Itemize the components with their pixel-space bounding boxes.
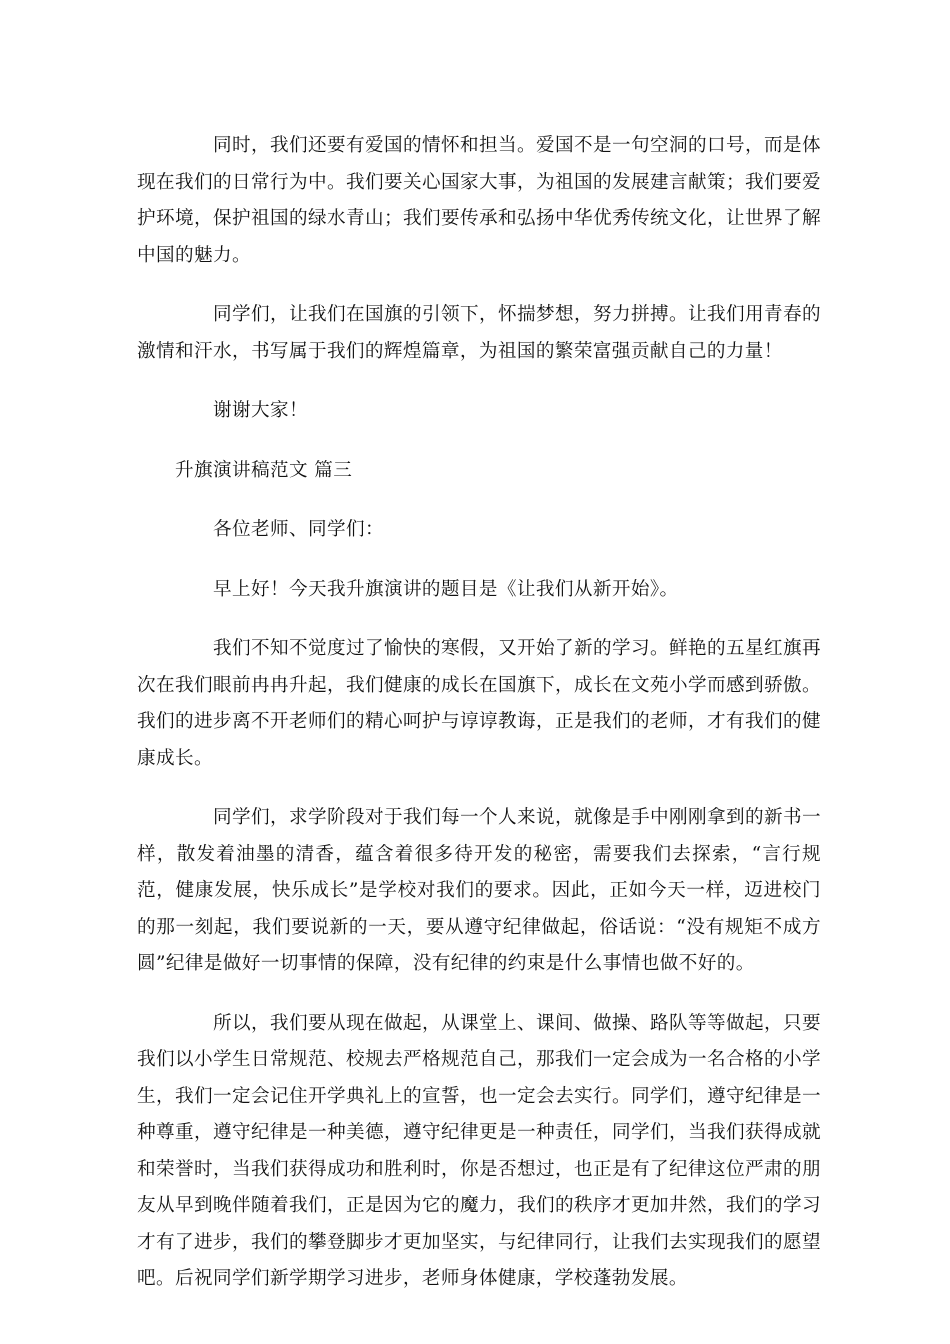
section-heading: 升旗演讲稿范文 篇三 [175,459,353,481]
paragraph: 同时，我们还要有爱国的情怀和担当。爱国不是一句空洞的口号，而是体现在我们的日常行为中。我们要关心国家大事，为祖国的发展建言献策；我们要爱护环境，保护祖国的绿水青山；我们要传承和弘扬中华优秀传统文化，让世界了解中国的魅力。 [137,135,821,266]
paragraph: 早上好！今天我升旗演讲的题目是《让我们从新开始》。 [213,578,679,600]
closing-line: 谢谢大家！ [213,400,308,421]
paragraph: 我们不知不觉度过了愉快的寒假，又开始了新的学习。鲜艳的五星红旗再次在我们眼前冉冉升起，我们健康的成长在国旗下，成长在文苑小学而感到骄傲。我们的进步离不开老师们的精心呵护与谆谆教诲，正是我们的老师，才有我们的健康成长。 [137,638,821,769]
salutation: 各位老师、同学们： [213,519,384,540]
paragraph: 同学们，让我们在国旗的引领下，怀揣梦想，努力拼搏。让我们用青春的激情和汗水，书写属于我们的辉煌篇章，为祖国的繁荣富强贡献自己的力量！ [137,304,821,362]
document-body [137,128,821,1321]
paragraph: 所以，我们要从现在做起，从课堂上、课间、做操、路队等等做起，只要我们以小学生日常规范、校规去严格规范自己，那我们一定会成为一名合格的小学生，我们一定会记住开学典礼上的宣誓，也一定会去实行。同学们，遵守纪律是一种尊重，遵守纪律是一种美德，遵守纪律更是一种责任，同学们，当我们获得成就和荣誉时，当我们获得成功和胜利时，你是否想过，也正是有了纪律这位严肃的朋友从早到晚伴随着我们，正是因为它的魔力，我们的秩序才更加井然，我们的学习才有了进步，我们的攀登脚步才更加坚实，与纪律同行，让我们去实现我们的愿望吧。后祝同学们新学期学习进步，老师身体健康，学校蓬勃发展。 [137,1012,821,1289]
paragraph: 同学们，求学阶段对于我们每一个人来说，就像是手中刚刚拿到的新书一样，散发着油墨的清香，蕴含着很多待开发的秘密，需要我们去探索，“言行规范，健康发展，快乐成长”是学校对我们的要求。因此，正如今天一样，迈进校门的那一刻起，我们要说新的一天，要从遵守纪律做起，俗话说：“没有规矩不成方圆”纪律是做好一切事情的保障，没有纪律的约束是什么事情也做不好的。 [137,807,821,974]
